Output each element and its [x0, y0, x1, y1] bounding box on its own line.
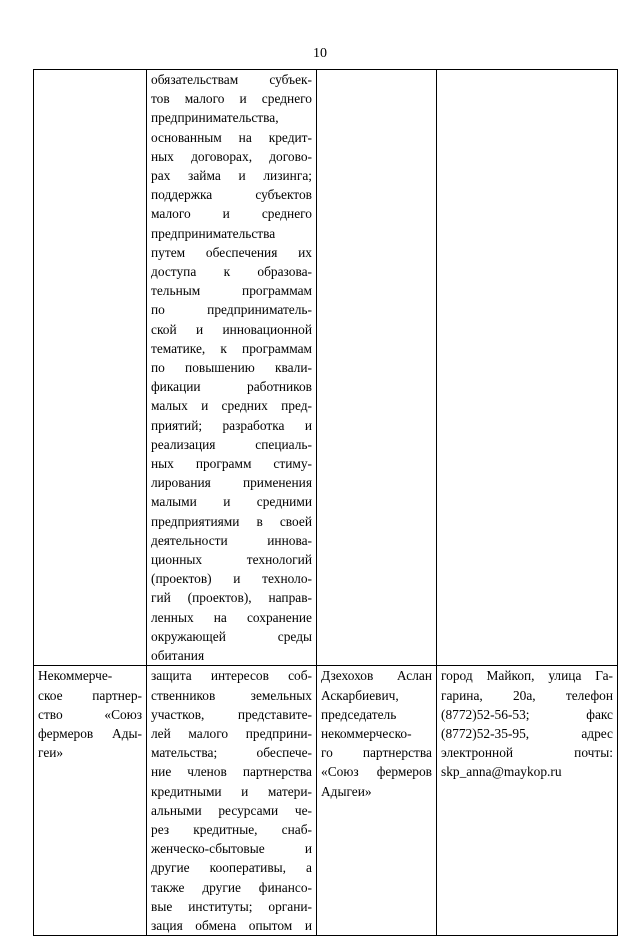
text-line: кредитными и матери- [151, 783, 312, 799]
text-line: по повышению квали- [151, 360, 312, 376]
text-line: малыми и средними [151, 494, 312, 510]
text-line: город Майкоп, улица Га- [441, 668, 613, 684]
contacts-cell [437, 666, 618, 936]
text-line: приятий; разработка и [151, 417, 312, 433]
text-line: Адыгеи» [321, 783, 372, 799]
organizations-table [33, 69, 618, 936]
text-line: основанным на кредит- [151, 129, 312, 145]
text-line: вые институты; органи- [151, 898, 312, 914]
text-line: ское партнер- [38, 687, 142, 703]
text-line: обитания [151, 648, 205, 664]
text-line: предпринимательства [151, 225, 276, 241]
text-line: предприятиями в своей [151, 513, 312, 529]
page-number: 10 [313, 46, 327, 61]
text-line: skp_anna@maykop.ru [441, 764, 562, 780]
organization-name-cell [34, 70, 147, 666]
text-line: другие кооперативы, а [151, 860, 312, 876]
contacts-cell [437, 70, 618, 666]
text-line: ных программ стиму- [151, 456, 312, 472]
text-line: Некоммерче- [38, 668, 113, 684]
text-line: лей малого предприни- [151, 725, 312, 741]
text-line: по предприниматель- [151, 302, 312, 318]
text-line: Аскарбиевич, [321, 687, 399, 703]
activity-cell [147, 666, 317, 936]
text-line: малых и средних пред- [151, 398, 312, 414]
text-line: малого и среднего [151, 206, 312, 222]
text-line: го партнерства [321, 745, 432, 761]
text-line: женческо-сбытовые и [151, 841, 312, 857]
text-line: лирования применения [151, 475, 312, 491]
text-line: ленных на сохранение [151, 609, 312, 625]
text-line: Дзехохов Аслан [321, 668, 432, 684]
text-line: деятельности иннова- [151, 532, 312, 548]
text-line: некоммерческо- [321, 725, 412, 741]
text-line: обязательствам субъек- [151, 72, 312, 87]
head-cell [317, 70, 437, 666]
text-line: геи» [38, 745, 64, 761]
text-line: фикации работников [151, 379, 312, 395]
table-row [34, 666, 618, 936]
text-line: альными ресурсами че- [151, 802, 312, 818]
text-line: ство «Союз [38, 706, 142, 722]
text-line: доступа к образова- [151, 264, 312, 280]
text-line: тельным программам [151, 283, 312, 299]
text-line: фермеров Ады- [38, 725, 142, 741]
text-line: окружающей среды [151, 628, 312, 644]
text-line: (8772)52-56-53; факс [441, 706, 613, 722]
text-line: тематике, к программам [151, 340, 312, 356]
text-line: ционных технологий [151, 552, 312, 568]
activity-cell [147, 70, 317, 666]
text-line: поддержка субъектов [151, 187, 312, 203]
text-line: тов малого и среднего [151, 91, 312, 107]
text-line: электронной почты: [441, 745, 613, 761]
contacts-text [441, 666, 613, 781]
text-line: защита интересов соб- [151, 668, 312, 684]
text-line: рез кредитные, снаб- [151, 821, 312, 837]
text-line: мательства; обеспече- [151, 745, 312, 761]
text-line: рах займа и лизинга; [151, 168, 312, 184]
text-line: участков, представите- [151, 706, 312, 722]
text-line: ственников земельных [151, 687, 312, 703]
text-line: ние членов партнерства [151, 764, 312, 780]
text-line: председатель [321, 706, 397, 722]
text-line: (проектов) и техноло- [151, 571, 312, 587]
organization-name-cell [34, 666, 147, 936]
head-text [321, 666, 432, 800]
head-cell [317, 666, 437, 936]
table-row [34, 70, 618, 666]
text-line: путем обеспечения их [151, 244, 312, 260]
activity-text [151, 666, 312, 935]
text-line: реализация специаль- [151, 436, 312, 452]
text-line: ской и инновационной [151, 321, 312, 337]
text-line: «Союз фермеров [321, 764, 432, 780]
text-line: также другие финансо- [151, 879, 312, 895]
text-line: гий (проектов), направ- [151, 590, 312, 606]
organization-name-text [38, 666, 142, 762]
text-line: гарина, 20а, телефон [441, 687, 613, 703]
activity-text [151, 70, 312, 665]
text-line: предпринимательства, [151, 110, 279, 126]
text-line: зация обмена опытом и [151, 917, 312, 933]
text-line: ных договорах, догово- [151, 148, 312, 164]
text-line: (8772)52-35-95, адрес [441, 725, 613, 741]
